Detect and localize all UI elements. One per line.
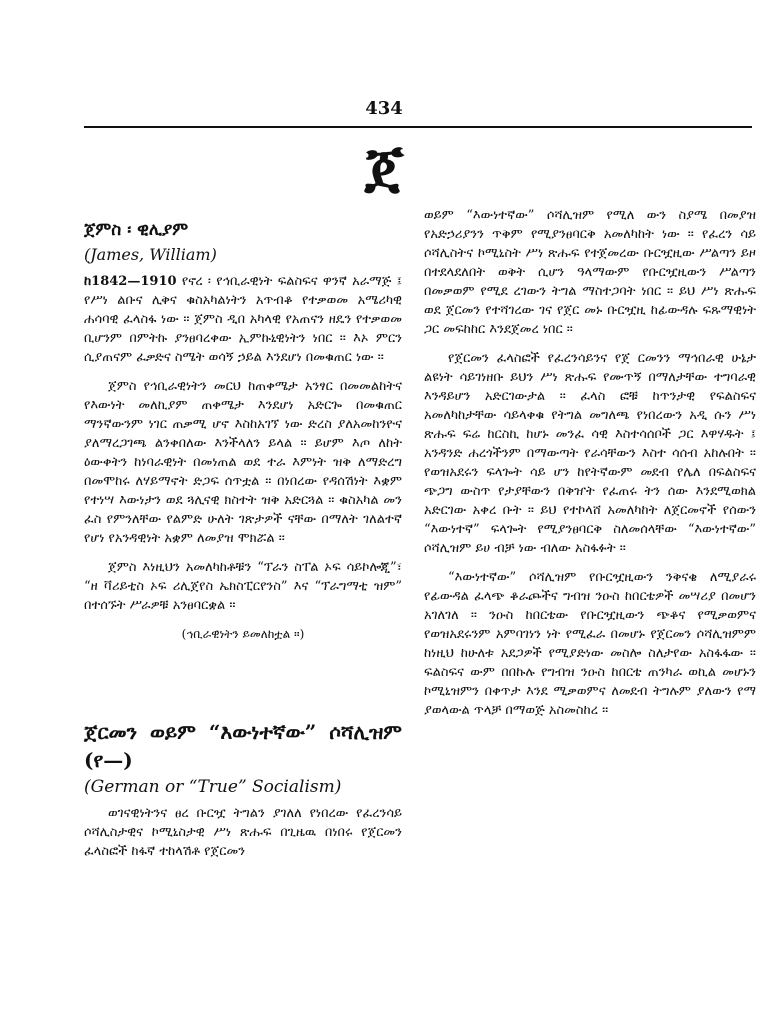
entry-title-german-socialism: ጀርመን ወይም “እውነተኛው” ሶሻሊዝም (የ—)	[84, 720, 402, 772]
left-column	[84, 218, 402, 871]
entry1-cross-reference: (ኅቢራዊነትን ይመለከቷል ።)	[181, 627, 305, 641]
right-column	[424, 206, 756, 730]
entry2-paragraph-4: “እውነተኛው” ሶሻሊዝም የቡርዧዚውን ንቅናቄ ለሚያራሩ የፊውዳል ፈላጭ ቆራጮችና ግብዝ ንዑስ ከበርቴዎች መሣሪያ በመሆን አገለገለ ። ንዑስ ከበርቴው የቡርዧዚውን ጭቆና የሚቃወምና የወዝአደሩንም አምባገነን ነት የሚፈራ በመሆኑ የጀርመን ሶሻሊዝምም ከነዚህ ከሁለቱ አደጋዎች የሚያድነው መስሎ ስለታየው አስፋፋው ። ፍልስፍና ውም በበኩሉ የግብዝ ንዑስ ከበርቴ ጠንካራ ወኪል መሆኑን ኮሚኒዝምን በቀጥታ እንደ ሚቃወምና ለመደብ ትግሉም ያለውን የማ ያወላውል ጥላቻ በማወጅ አስመስከረ ።	[424, 570, 756, 718]
entry1-dates: ከ1842—1910	[84, 274, 177, 289]
entry1-paragraph-3: ጀምስ እነዚህን አመለካከቶቹን “ፕራን ስፐል ኦፍ ሳይኮሎጂ”፣ “ዘ ቫሪይቲስ ኦፍ ሪሊጀየስ ኤክስፒርየንስ” እና “ፕራግማቲ ዝም” በተሰኙት ሥራዎቹ አንፀባርቋል ።	[84, 560, 402, 613]
entry2-paragraph-1: ወገናዊነትንና ፀረ ቡርዧ ትግልን ያገለለ የነበረው የፈረንሳይ ሶሻሊስታዊና ኮሚኒስታዊ ሥነ ጽሑፍ በጊዜዉ በነበሩ የጀርመን ፈላስፎች ከፋኛ ተከላሽቶ የጀርመን	[84, 806, 402, 859]
column-gap	[84, 654, 402, 718]
entry-latin-james-william: (James, William)	[84, 245, 217, 264]
page-number: 434	[365, 98, 403, 119]
entry1-paragraph-1	[84, 272, 402, 367]
entry2-paragraph-2: ወይም “እውነተኛው” ሶሻሊዝም የሚለ ውን ስያሜ በመያዝ የአድኃሪያንን ጥቅም የሚያንፀባርቅ አመለካከት ነው ። የፈረን ሳይ ሶሻሊስትና ኮሚኒስት ሥነ ጽሑፍ የተጀመረው ቡርዧዚው ሥልጣን ይዞ በተደላደለበት ወቅት ሲሆን ዓላማውም የቡርዧዚውን ሥልጣን በመቃወም የሚደ ረገውን ትግል ማስተጋባት ነበር ። ይህ ሥነ ጽሑፍ ወደ ጀርመን የተሻገረው ገና የጀር መኑ ቡርዧዚ ከፊውዳሉ ፍጹማዊነት ጋር መፍከከር እንደጀመረ ነበር ።	[424, 208, 756, 337]
entry-title-james-william: ጀምስ ፡ ዊሊያም	[84, 220, 189, 240]
entry2-paragraph-3: የጀርመን ፈላስፎች የፈረንሳይንና የጀ ርመንን ማኅበራዊ ሁኔታ ልዩነት ሳይገነዘቡ ይህን ሥነ ጽሑፍ የሙጥኝ በማለታቸው ተግባራዊ እንዳይሆን አድርገውታል ። ፈላስ ፎቹ ከጥንታዊ የፍልስፍና አመለካከታቸው ሳይላቀቁ የትግል መግለጫ የነበረውን አዲ ሱን ሥነ ጽሑፍ ፍሬ ከርስኪ ከሆኑ መንፈ ሳዊ እስተሳሰቦች ጋር እዋሃዱት ፤ አንዳንድ ሐረጎችንም በማውጣት የራሳቸውን እስተ ሳሰብ አከሉበት ። የወዝአደሩን ፍላጐት ሳይ ሆን ከየትኛውም መደብ የሌለ በፍልስፍና ጭጋግ ውስጥ የታያቸውን በቅዠት የፈጠሩ ትን ሰው እንደሚወክል አድርገው አቀረ ቡት ። ይህ የተኮላሸ አመለካከት ለጀርመኖች የሰውን “እውነተኛ” ፍላጐት የሚያንፀባርቅ ስለመሰላቸው “እውነተኛው” ሶሻሊዝም ይሀ ብቻ ነው ብለው አስፋፉት ።	[424, 351, 756, 556]
entry1-paragraph-1-text: የኖረ ፡ የኅቢራዊነት ፍልስፍና ዋንኛ አራማጅ ፤ የሥነ ልቡና ሊቅና ቁስአካልነትን አጥብቆ የተቃወመ አሜሪካዊ ሐሳባዊ ፈላስፋ ነው ። ጀምስ ዲበ አካላዊ የአጠናን ዘዴን የተቃወመ ቢሆንም በምትኩ ያንፀባረቀው ኢምኩኒዊነትን ነበር ። እኦ ምርን ሲያጠናም ፈቃድና ስሜት ወሳኝ ኃይል እንደሆነ በመቁጠር ነው ።	[84, 274, 402, 365]
section-letter: ጀ	[364, 132, 404, 200]
entry1-paragraph-2: ጀምስ የኅቢራዊነትን መርህ ከጠቀሜታ አንፃር በመመልከትና የእውነት መለኪያም ጠቀሜታ እንደሆነ አድርጐ በመቁጠር ማንኛውንም ነገር ጠቃሚ ሆኖ እስከአገኘ ነው ድረስ ያለአመከንዮና ያለማረጋገጫ ልንቀበለው እንችላለን ይላል ። ይሆም እጦ ለከት ዕውቀትን ከነባራዊነት በመነጠል ወደ ተራ እምነት ዝቅ ለማድረግ በመሞከሩ ለሃይማኖት ድጋፍ ሰጥቷል ። በነበረው የዳሰሽነት እቋም የተነሣ እውነታን ወደ ጓሊናዊ ክስተት ዝቅ አድርጓል ። ቁስአካል መን ፈስ የምንለቸው የልምድ ሁለት ገጽታዎች ናቸው በማለት ገለልተኛ የሆነ የአንዳዊነት አቋም ለመያዝ ሞክሯል ።	[84, 379, 402, 546]
entry-latin-german-socialism: (German or “True” Socialism)	[84, 777, 342, 797]
